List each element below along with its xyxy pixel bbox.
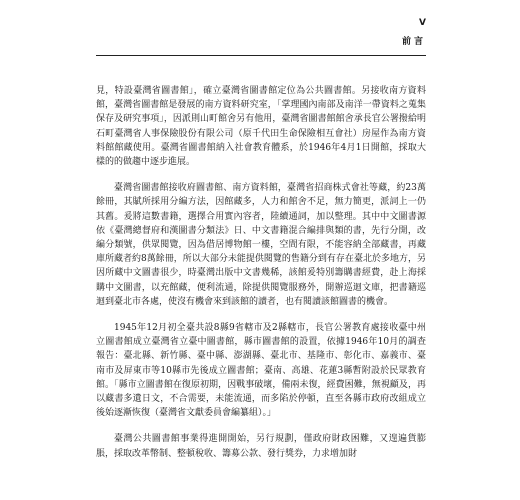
header-rule [96,55,426,56]
paragraph-1: 見，特設臺灣省圖書館」，確立臺灣省圖書館定位為公共圖書館。另接收南方資料館，臺灣省圖書館是發展的南方資料研究室，「掌理國內南部及南洋一帶資料之蒐集保存及研究事項」，因派則山町館舍另有他用，臺灣省圖書館館舍承長官公署撥給明石町臺灣省人事保險股份有限公司（原千代田生命保險相互會社）房屋作為南方資料館館藏使用。臺灣省圖書館納入社會教育體系，於1946年4月1日開館，採取大樣的的做趨中逐步進展。 [96,86,426,168]
running-head: 前言 [401,37,426,47]
paragraph-2: 臺灣省圖書館接收府圖書館、南方資料館，臺灣省招商株式會社等藏，約23萬餘冊，其賦所採用分編方法，因館藏多，人力和館舍不足，無力簡更，派詞上一仍其舊。爰將這數書籍，選擇合用實內容者，陸續通詞，加以整理。其中中文圖書源依《臺灣總督府和漢圖書分類法》日、中文書籍混合編排與類的書，先行分開，改編分類號，供眾閱覽，因為借居博物館一樓，空間有限，不能容納全部藏書，再藏庫所藏者約8萬餘冊，所以大部分未能提供閱覽的售籍分到有存在臺北於多地方，另因所藏中文圖書很少，時臺灣出版中文書幾稀，該館爰特別籌購書經費，赴上海採購中文圖書，以充館藏，便利流通，除提供閱覽服務外，開辦巡迴文庫，把書籍巡迴到臺北市各處，使沒有機會來到該館的讀者，也有閱讀該館圖書的機會。 [96,183,426,307]
paragraph-3: 1945年12月初全臺共設8縣9省轄市及2縣轄市，長官公署教育處接收臺中州立圖書館成立臺灣省立臺中圖書館，縣市圖書館的設置，依據1946年10月的調查報告：臺北縣、新竹縣、臺中縣、澎湖縣、臺北市、基隆市、彰化市、嘉義市、臺南市及屏東市等10縣市先後成立圖書館；臺南、高雄、花蓮3縣暫附設於民眾教育館。「縣市立圖書館在復原初期，因戰事破壞，備兩未復，經費困難，無視顧及，再以藏書多遺日文，不合需要，未能流通，而多陷於停頓，直至各縣市政府改組成立後始逐漸恢復（臺灣省文獻委員會編纂組）。」 [96,323,426,419]
paragraph-gap [96,169,426,181]
paragraph-4: 臺灣公共圖書館事業得進開開始，另行規劃，僅政府財政困難，又遑遍貨膨脹，採取改革幣制、整頓稅收、籌募公款、發行獎券，力求增加財 [96,434,426,459]
paragraph-gap [96,420,426,432]
page-number: V [419,18,426,28]
body-text [96,84,426,461]
paragraph-gap [96,309,426,321]
